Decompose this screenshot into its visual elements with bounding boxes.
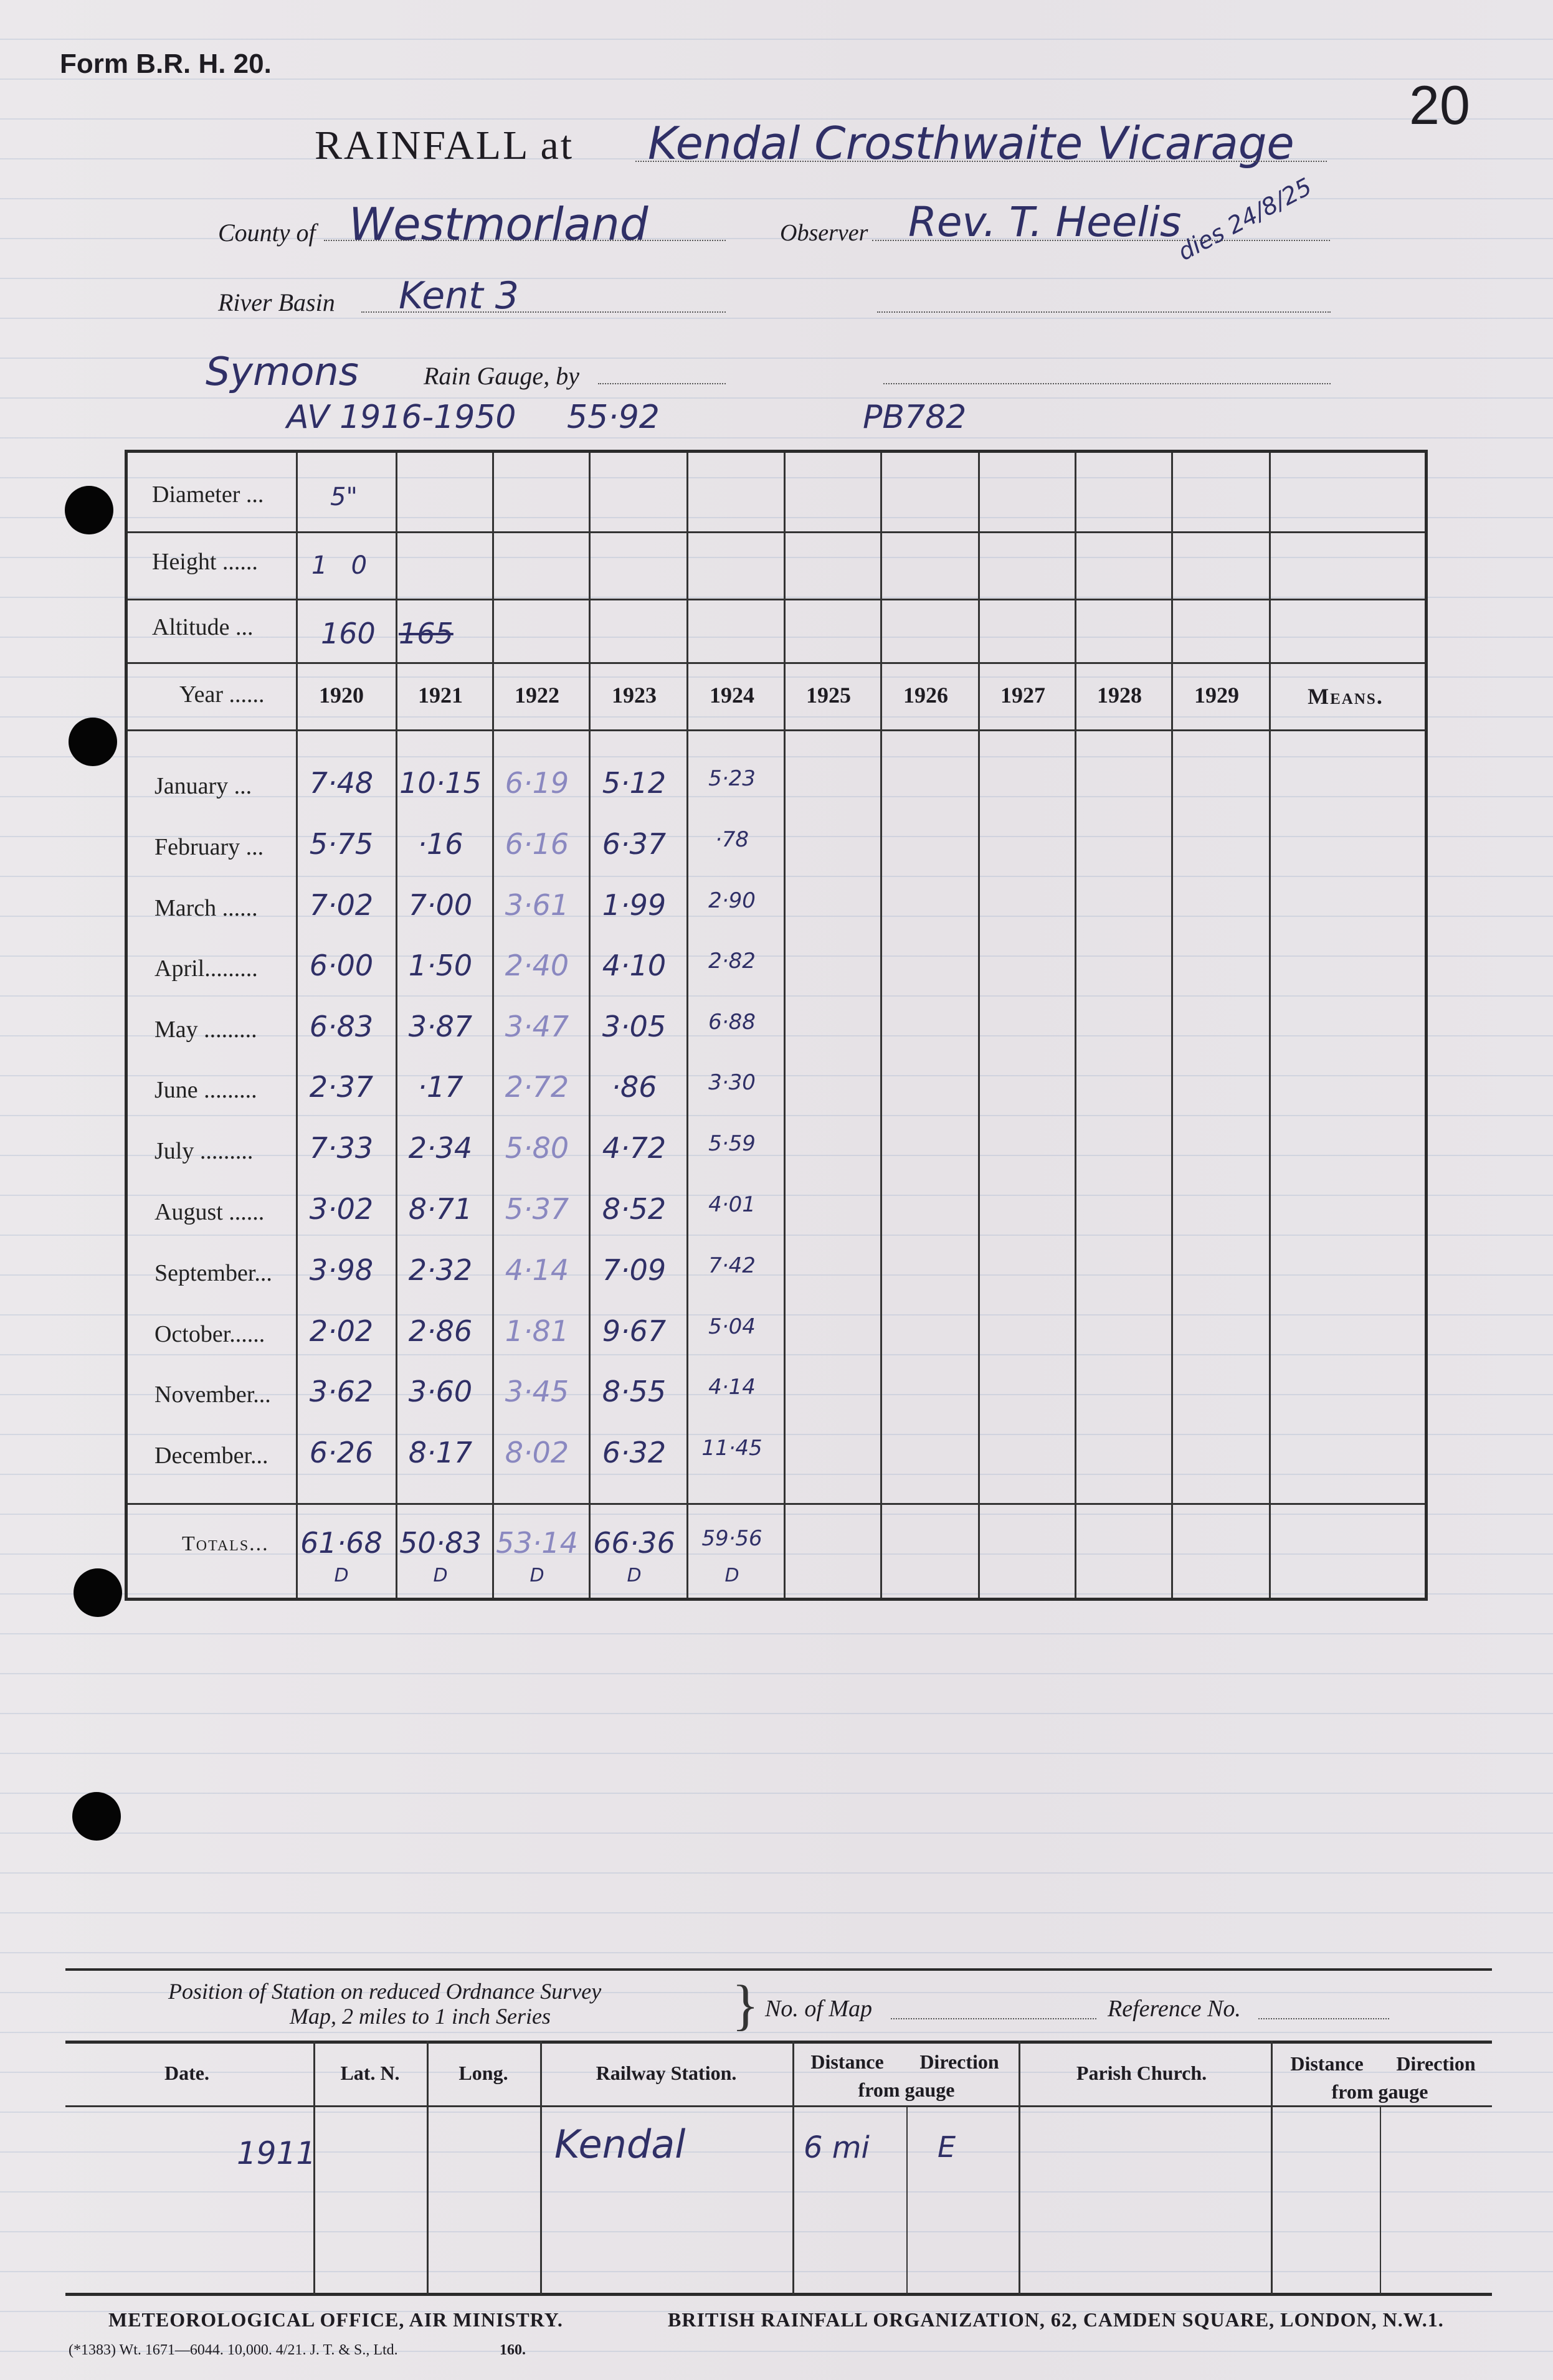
- rainfall-value: 2·86: [408, 1314, 473, 1348]
- footer-left: METEOROLOGICAL OFFICE, AIR MINISTRY.: [108, 2308, 563, 2331]
- year-header: 1920: [319, 683, 364, 708]
- position-railway-station: Kendal: [554, 2122, 686, 2167]
- rainfall-value: 3·87: [408, 1010, 473, 1043]
- rainfall-value: 4·14: [505, 1253, 569, 1287]
- year-header: 1925: [806, 683, 851, 708]
- row-label-height: Height ......: [152, 549, 258, 575]
- position-description-1: Position of Station on reduced Ordnance Survey: [168, 1979, 602, 2004]
- year-header: 1929: [1194, 683, 1239, 708]
- rainfall-value: 9·67: [602, 1314, 667, 1348]
- total-check-mark: D: [433, 1565, 448, 1586]
- rainfall-value: 7·00: [408, 888, 473, 922]
- page-number: 20: [1409, 74, 1470, 136]
- rainfall-value: 3·45: [505, 1375, 569, 1408]
- rainfall-value: 3·62: [309, 1375, 374, 1408]
- rain-gauge-label: Rain Gauge, by: [424, 362, 579, 390]
- rainfall-value: 8·52: [602, 1192, 667, 1226]
- print-note: (*1383) Wt. 1671—6044. 10,000. 4/21. J. T. & S., Ltd.: [69, 2342, 398, 2358]
- station-name: Kendal Crosthwaite Vicarage: [648, 117, 1294, 169]
- rainfall-value: 6·88: [708, 1010, 756, 1035]
- rainfall-value: 2·90: [708, 888, 756, 913]
- position-description-2: Map, 2 miles to 1 inch Series: [290, 2004, 551, 2029]
- rainfall-value: ·86: [611, 1070, 657, 1104]
- footer-right: BRITISH RAINFALL ORGANIZATION, 62, CAMDEN SQUARE, LONDON, N.W.1.: [668, 2308, 1444, 2331]
- col-date: Date.: [164, 2062, 209, 2084]
- rainfall-value: 2·40: [505, 949, 569, 982]
- month-label: May .........: [154, 1017, 257, 1043]
- total-value: 59·56: [701, 1526, 762, 1551]
- rainfall-value: 5·75: [309, 827, 374, 861]
- year-header: 1926: [903, 683, 948, 708]
- form-id: Form B.R. H. 20.: [60, 49, 272, 79]
- rainfall-value: 5·23: [708, 766, 756, 791]
- means-header: Means.: [1308, 684, 1384, 709]
- title-prefix: RAINFALL at: [315, 123, 574, 168]
- river-basin-label: River Basin: [218, 288, 335, 316]
- reference-label: Reference No.: [1108, 1996, 1241, 2022]
- month-label: July .........: [154, 1138, 254, 1164]
- rainfall-value: 5·04: [708, 1314, 756, 1339]
- gauge-height: 1 0: [311, 551, 368, 580]
- month-label: February ...: [154, 834, 264, 860]
- rainfall-value: 7·33: [309, 1131, 374, 1165]
- total-value: 53·14: [496, 1526, 578, 1560]
- total-value: 50·83: [399, 1526, 482, 1560]
- month-label: March ......: [154, 895, 258, 921]
- rainfall-value: 8·17: [408, 1436, 473, 1469]
- row-label-diameter: Diameter ...: [152, 481, 264, 508]
- rainfall-value: 1·99: [602, 888, 667, 922]
- rainfall-value: 3·30: [708, 1070, 756, 1095]
- rainfall-value: 6·37: [602, 827, 667, 861]
- col-lat: Lat. N.: [340, 2062, 400, 2084]
- total-check-mark: D: [627, 1565, 642, 1586]
- county-label: County of: [218, 219, 316, 247]
- rainfall-value: 10·15: [399, 766, 482, 800]
- rainfall-value: 6·83: [309, 1010, 374, 1043]
- rainfall-value: 11·45: [701, 1436, 762, 1461]
- rainfall-value: 2·72: [505, 1070, 569, 1104]
- rainfall-value: 8·71: [408, 1192, 473, 1226]
- total-check-mark: D: [724, 1565, 739, 1586]
- col-from-gauge: from gauge: [858, 2079, 955, 2101]
- rainfall-value: 7·02: [309, 888, 374, 922]
- county-value: Westmorland: [349, 198, 648, 250]
- rainfall-value: 2·32: [408, 1253, 473, 1287]
- form-sheet: Form B.R. H. 20. 20 RAINFALL at Kendal Crosthwaite Vicarage County of Westmorland Observer Rev. T. Heelis dies 24/8/25 River Basin Kent 3 Symons Rain Gauge, by AV 1916-1950 55·92 PB782 Diameter ... Height ...... Altitude ... Year ...... 5" 1 0 160 165 1920 1921 1922 1923 1924 1925 1926 1927 1928 1929 Means. January ... February ... March ...... April......... May ......... June ......... July ......... August ...... September... October...... November... December... 7·48 5·75 7·02 6·00 6·83 2·37 7·33 3·02 3·98 2·02 3·62 6·26 10·15 ·16 7·00 1·50 3·87 ·17 2·34 8·71 2·32 2·86 3·60 8·17 6·19 6·16 3·61 2·40 3·47 2·72 5·80 5·37 4·14 1·81 3·45 8·02 5·12 6·37 1·99 4·10 3·05 ·86 4·72 8·52 7·09 9·67 8·55 6·32 5·23 ·78 2·90 2·82 6·88 3·30 5·59 4·01 7·42 5·04 4·14 11·45 Totals... 61·68 D 50·83 D 53·14 D 66·36 D 59·56 D Position of Station on reduced Ordnance Survey Map, 2 miles to 1 inch Series } No. of Map Reference No. Date. Lat. N. Long. Railway Station. Distance Direction from gauge Parish Church. Distance Direction from gauge 1911 Kendal 6 mi E METEOROLOGICAL OFFICE, AIR MINISTRY. BRITISH RAINFALL ORGANIZATION, 62, CAMDEN SQUARE, LONDON, N.W.1. (*1383) Wt. 1671—6044. 10,000. 4/21. J. T. & S., Ltd. 160.: [0, 0, 1553, 2380]
- col-long: Long.: [458, 2062, 508, 2084]
- rainfall-value: 8·55: [602, 1375, 667, 1408]
- rainfall-value: 8·02: [505, 1436, 569, 1469]
- year-header: 1928: [1097, 683, 1142, 708]
- rainfall-value: 7·42: [708, 1253, 756, 1278]
- gauge-altitude-struck: 165: [399, 617, 454, 650]
- gauge-maker: Symons: [206, 349, 359, 394]
- rainfall-value: 2·34: [408, 1131, 473, 1165]
- year-header: 1924: [710, 683, 754, 708]
- observer-note: dies 24/8/25: [1173, 173, 1316, 266]
- rainfall-value: 6·19: [505, 766, 569, 800]
- map-label: No. of Map: [765, 1996, 873, 2022]
- month-label: August ......: [154, 1199, 265, 1225]
- month-label: October......: [154, 1321, 265, 1347]
- print-number: 160.: [500, 2342, 526, 2358]
- rainfall-value: 3·47: [505, 1010, 569, 1043]
- rainfall-value: ·16: [417, 827, 463, 861]
- month-label: December...: [154, 1443, 268, 1469]
- col-church-distance: Distance: [1290, 2052, 1364, 2075]
- punch-hole: [74, 1568, 122, 1617]
- rainfall-value: 5·80: [505, 1131, 569, 1165]
- totals-label: Totals...: [182, 1532, 269, 1555]
- rainfall-value: 6·32: [602, 1436, 667, 1469]
- row-label-year: Year ......: [179, 681, 265, 708]
- rainfall-value: 6·26: [309, 1436, 374, 1469]
- average-note: AV 1916-1950: [287, 399, 516, 436]
- col-railway-station: Railway Station.: [596, 2062, 737, 2084]
- observer-label: Observer: [780, 220, 868, 246]
- col-church-from-gauge: from gauge: [1331, 2080, 1428, 2103]
- rainfall-value: 1·50: [408, 949, 473, 982]
- year-header: 1923: [612, 683, 657, 708]
- rainfall-value: 6·00: [309, 949, 374, 982]
- rainfall-value: 3·60: [408, 1375, 473, 1408]
- row-label-altitude: Altitude ...: [152, 614, 254, 640]
- rainfall-value: 7·09: [602, 1253, 667, 1287]
- rainfall-value: 2·82: [708, 949, 756, 974]
- month-label: November...: [154, 1382, 271, 1408]
- month-label: September...: [154, 1260, 272, 1286]
- punch-hole: [72, 1792, 121, 1841]
- month-label: April.........: [154, 955, 258, 982]
- year-header: 1927: [1000, 683, 1045, 708]
- river-basin-value: Kent 3: [399, 274, 519, 318]
- year-header: 1921: [418, 683, 463, 708]
- gauge-diameter: 5": [330, 483, 358, 511]
- rainfall-value: 4·10: [602, 949, 667, 982]
- rainfall-value: 3·02: [309, 1192, 374, 1226]
- gauge-altitude: 160: [321, 617, 376, 650]
- punch-hole: [65, 486, 113, 534]
- punch-hole: [69, 718, 117, 766]
- rainfall-value: 6·16: [505, 827, 569, 861]
- rainfall-value: 7·48: [309, 766, 374, 800]
- rainfall-value: 5·59: [708, 1131, 756, 1156]
- col-direction: Direction: [919, 2050, 999, 2073]
- position-distance: 6 mi: [804, 2130, 870, 2165]
- rainfall-value: 1·81: [505, 1314, 569, 1348]
- month-label: January ...: [154, 773, 252, 799]
- average-value: 55·92: [567, 399, 660, 436]
- reference-code: PB782: [863, 399, 967, 436]
- total-check-mark: D: [334, 1565, 349, 1586]
- observer-value: Rev. T. Heelis: [908, 198, 1182, 246]
- rainfall-value: ·17: [417, 1070, 463, 1104]
- col-parish-church: Parish Church.: [1076, 2062, 1207, 2084]
- rainfall-value: 4·01: [708, 1192, 756, 1217]
- rainfall-value: 5·37: [505, 1192, 569, 1226]
- rainfall-value: 3·98: [309, 1253, 374, 1287]
- position-direction: E: [938, 2130, 956, 2164]
- rainfall-value: 4·14: [708, 1375, 756, 1400]
- position-date: 1911: [237, 2135, 316, 2171]
- rainfall-value: ·78: [715, 827, 749, 852]
- year-header: 1922: [515, 683, 559, 708]
- month-label: June .........: [154, 1077, 257, 1103]
- rainfall-value: 3·61: [505, 888, 569, 922]
- total-value: 66·36: [593, 1526, 675, 1560]
- rainfall-value: 4·72: [602, 1131, 667, 1165]
- total-value: 61·68: [300, 1526, 382, 1560]
- rainfall-value: 5·12: [602, 766, 667, 800]
- col-church-direction: Direction: [1396, 2052, 1476, 2075]
- total-check-mark: D: [530, 1565, 544, 1586]
- rainfall-value: 3·05: [602, 1010, 667, 1043]
- rainfall-value: 2·37: [309, 1070, 374, 1104]
- rainfall-value: 2·02: [309, 1314, 374, 1348]
- col-distance: Distance: [810, 2050, 884, 2073]
